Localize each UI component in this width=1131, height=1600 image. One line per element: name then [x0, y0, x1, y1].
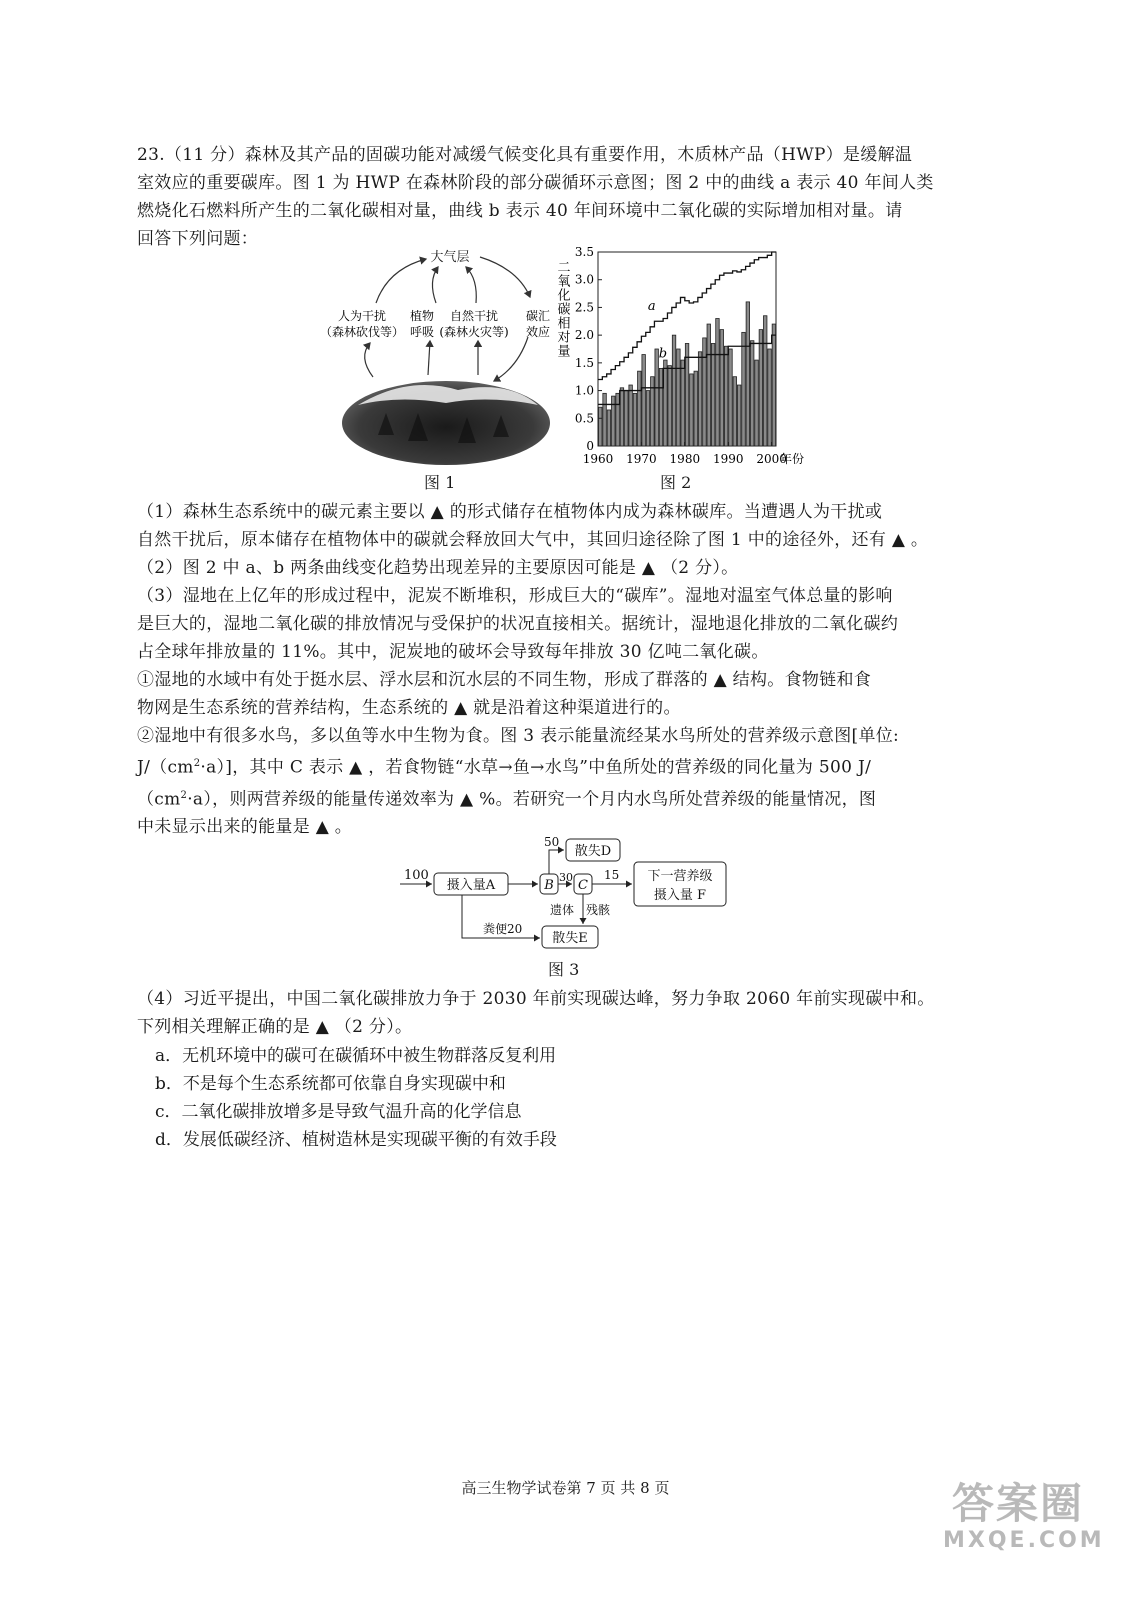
bar [755, 360, 758, 446]
label-natural-1: 自然干扰 [449, 309, 499, 323]
bar [646, 391, 649, 446]
label-human-1: 人为干扰 [337, 309, 387, 323]
part-3a-line-1: ①湿地的水域中有处于挺水层、浮水层和沉水层的不同生物，形成了群落的 ▲ 结构。食物链和食 [137, 670, 872, 690]
energy-flow-diagram [398, 832, 738, 954]
x-tick-label: 2000 [756, 452, 787, 466]
stem-line-1: 23.（11 分）森林及其产品的固碳功能对减缓气候变化具有重要作用，木质林产品（HWP）是缓解温 [137, 145, 913, 165]
arrow-natural [466, 267, 476, 303]
arrow-sink [494, 337, 528, 381]
box-a: 摄入量A [446, 878, 496, 893]
arrow-up-mid [428, 341, 430, 375]
option-a: a．无机环境中的碳可在碳循环中被生物群落反复利用 [155, 1046, 557, 1066]
bar [724, 346, 727, 446]
bar [668, 366, 671, 446]
x-tick-label: 1990 [712, 452, 744, 466]
part-3a [137, 666, 1002, 722]
bar [633, 393, 636, 446]
part-4 [137, 985, 1002, 1041]
stem-line-3: 燃烧化石燃料所产生的二氧化碳相对量，曲线 b 表示 40 年间环境中二氧化碳的实际增加相对量。请 [137, 201, 903, 221]
figure-1-caption: 图 1 [424, 473, 456, 492]
carbon-cycle-diagram [318, 245, 558, 475]
bar [742, 332, 745, 446]
bar [750, 341, 753, 446]
bar [681, 360, 684, 446]
figure-1 [318, 245, 558, 475]
y-tick-label: 2.5 [574, 300, 594, 315]
superscript: 2 [180, 789, 188, 801]
part-1-line-2: 自然干扰后，原本储存在植物体中的碳就会释放回大气中，其回归途径除了图 1 中的途径外，还有 ▲ 。 [137, 530, 929, 550]
label-plant-1: 植物 [409, 309, 435, 323]
bar [677, 349, 680, 446]
figure-2 [548, 238, 818, 473]
part-3b [137, 722, 1002, 841]
bar [599, 407, 602, 446]
bar [737, 385, 740, 446]
bar [707, 324, 710, 446]
label-50: 50 [544, 835, 560, 849]
label-remains-1: 遗体 [550, 903, 575, 917]
bar [720, 330, 723, 446]
watermark-top: 答案圈 [951, 1479, 1084, 1528]
text: J/（cm [137, 757, 194, 778]
bar [651, 377, 654, 446]
bar [716, 319, 719, 446]
y-tick-label: 2.0 [574, 328, 594, 343]
bar [629, 385, 632, 446]
box-b: B [544, 878, 554, 893]
part-2-line-1: （2）图 2 中 a、b 两条曲线变化趋势出现差异的主要原因可能是 ▲ （2 分）。 [137, 558, 739, 578]
y-tick-label: 1.5 [574, 355, 594, 370]
part-3b-line-2 [137, 750, 1002, 782]
bar [698, 352, 701, 446]
text: ·a），则两营养级的能量传递效率为 ▲ %。若研究一个月内水鸟所处营养级的能量情况，图 [187, 789, 877, 810]
part-4-line-1: （4）习近平提出，中国二氧化碳排放力争于 2030 年前实现碳达峰，努力争取 2060 年前实现碳中和。 [137, 989, 935, 1009]
bar [625, 391, 628, 446]
bar [759, 330, 762, 446]
label-natural-2: (森林火灾等) [439, 325, 509, 339]
arrow-up-left [365, 343, 373, 377]
label-feces: 粪便20 [483, 922, 523, 936]
bar [603, 393, 606, 446]
question-stem [137, 141, 1002, 253]
bar [612, 396, 615, 446]
page-footer: 高三生物学试卷第 7 页 共 8 页 [461, 1479, 670, 1497]
box-f-line1: 下一营养级 [647, 869, 713, 884]
bar [616, 393, 619, 446]
bar [659, 368, 662, 446]
bar [746, 302, 749, 446]
superscript: 2 [193, 758, 201, 769]
bar [703, 338, 706, 446]
bar [664, 360, 667, 446]
text: （cm [137, 789, 181, 810]
bar [711, 343, 714, 446]
input-100: 100 [404, 868, 429, 883]
box-c: C [578, 878, 588, 893]
label-remains-2: 残骸 [586, 903, 611, 917]
part-1 [137, 498, 1002, 554]
part-3b-line-4: 中未显示出来的能量是 ▲ 。 [137, 817, 353, 838]
label-30: 30 [559, 871, 573, 884]
figure-3-caption: 图 3 [548, 960, 580, 979]
y-axis-label: 二氧化碳相对量 [554, 260, 570, 358]
part-3-line-2: 是巨大的，湿地二氧化碳的排放情况与受保护的状况直接相关。据统计，湿地退化排放的二氧化碳约 [137, 614, 899, 634]
part-3-line-1: （3）湿地在上亿年的形成过程中，泥炭不断堆积，形成巨大的“碳库”。湿地对温室气体总量的影响 [137, 586, 893, 606]
part-3b-line-1: ②湿地中有很多水鸟，多以鱼等水中生物为食。图 3 表示能量流经某水鸟所处的营养级示意图[单位: [137, 726, 900, 746]
stem-line-4: 回答下列问题： [137, 229, 259, 249]
box-d: 散失D [574, 844, 612, 859]
box-e: 散失E [552, 931, 588, 946]
part-3 [137, 582, 1002, 666]
watermark-logo [943, 1479, 1105, 1570]
figure-3 [398, 832, 738, 954]
series-label-b: b [658, 346, 668, 362]
co2-chart [548, 238, 818, 473]
arrow-sink-down [480, 257, 530, 297]
bar [620, 388, 623, 446]
bar [729, 349, 732, 446]
bar [772, 324, 775, 446]
label-15: 15 [604, 868, 620, 882]
text: ·a）]，其中 C 表示 ▲ ，若食物链“水草→鱼→水鸟”中鱼所处的营养级的同化量为 500 J/ [200, 757, 872, 778]
atmosphere-label: 大气层 [430, 250, 470, 265]
label-human-2: （森林砍伐等） [319, 325, 405, 339]
bar [763, 316, 766, 446]
label-sink-2: 效应 [525, 325, 551, 339]
bar [607, 410, 610, 446]
bar [694, 371, 697, 446]
bar [733, 377, 736, 446]
part-3b-line-3 [137, 782, 1002, 814]
x-tick-label: 1960 [582, 452, 614, 466]
y-tick-label: 3.5 [574, 245, 594, 259]
bar [685, 343, 688, 446]
x-axis-label: 年份 [780, 452, 805, 466]
bar [638, 371, 641, 446]
part-1-line-1: （1）森林生态系统中的碳元素主要以 ▲ 的形式储存在植物体内成为森林碳库。当遭遇人为干扰或 [137, 502, 883, 522]
label-plant-2: 呼吸 [409, 325, 435, 339]
part-3a-line-2: 物网是生态系统的营养结构，生态系统的 ▲ 就是沿着这种渠道进行的。 [137, 698, 681, 718]
part-3-line-3: 占全球年排放量的 11%。其中，泥炭地的破坏会导致每年排放 30 亿吨二氧化碳。 [137, 642, 769, 662]
y-tick-label: 0 [586, 439, 594, 453]
y-tick-label: 1.0 [574, 383, 594, 398]
bar [768, 349, 771, 446]
arrow-human [376, 259, 426, 303]
bar [655, 349, 658, 446]
watermark-bottom: MXQE.COM [943, 1528, 1105, 1553]
x-tick-label: 1980 [669, 452, 701, 466]
option-d: d．发展低碳经济、植树造林是实现碳平衡的有效手段 [155, 1130, 557, 1150]
label-sink-1: 碳汇 [525, 309, 551, 323]
option-b: b．不是每个生态系统都可依靠自身实现碳中和 [155, 1074, 506, 1094]
arrow-respiration [432, 267, 438, 303]
part-2 [137, 554, 1002, 582]
bar [690, 374, 693, 446]
y-tick-label: 0.5 [574, 411, 594, 426]
x-tick-label: 1970 [626, 452, 657, 466]
bar [642, 355, 645, 446]
stem-line-2: 室效应的重要碳库。图 1 为 HWP 在森林阶段的部分碳循环示意图；图 2 中的曲线 a 表示 40 年间人类 [137, 173, 934, 193]
box-f-line2: 摄入量 F [653, 888, 707, 903]
series-label-a: a [647, 299, 656, 315]
y-tick-label: 3.0 [574, 272, 594, 287]
bar [672, 335, 675, 446]
part-4-line-2: 下列相关理解正确的是 ▲ （2 分）。 [137, 1017, 413, 1037]
figure-2-caption: 图 2 [660, 473, 692, 492]
option-c: c．二氧化碳排放增多是导致气温升高的化学信息 [155, 1102, 522, 1122]
